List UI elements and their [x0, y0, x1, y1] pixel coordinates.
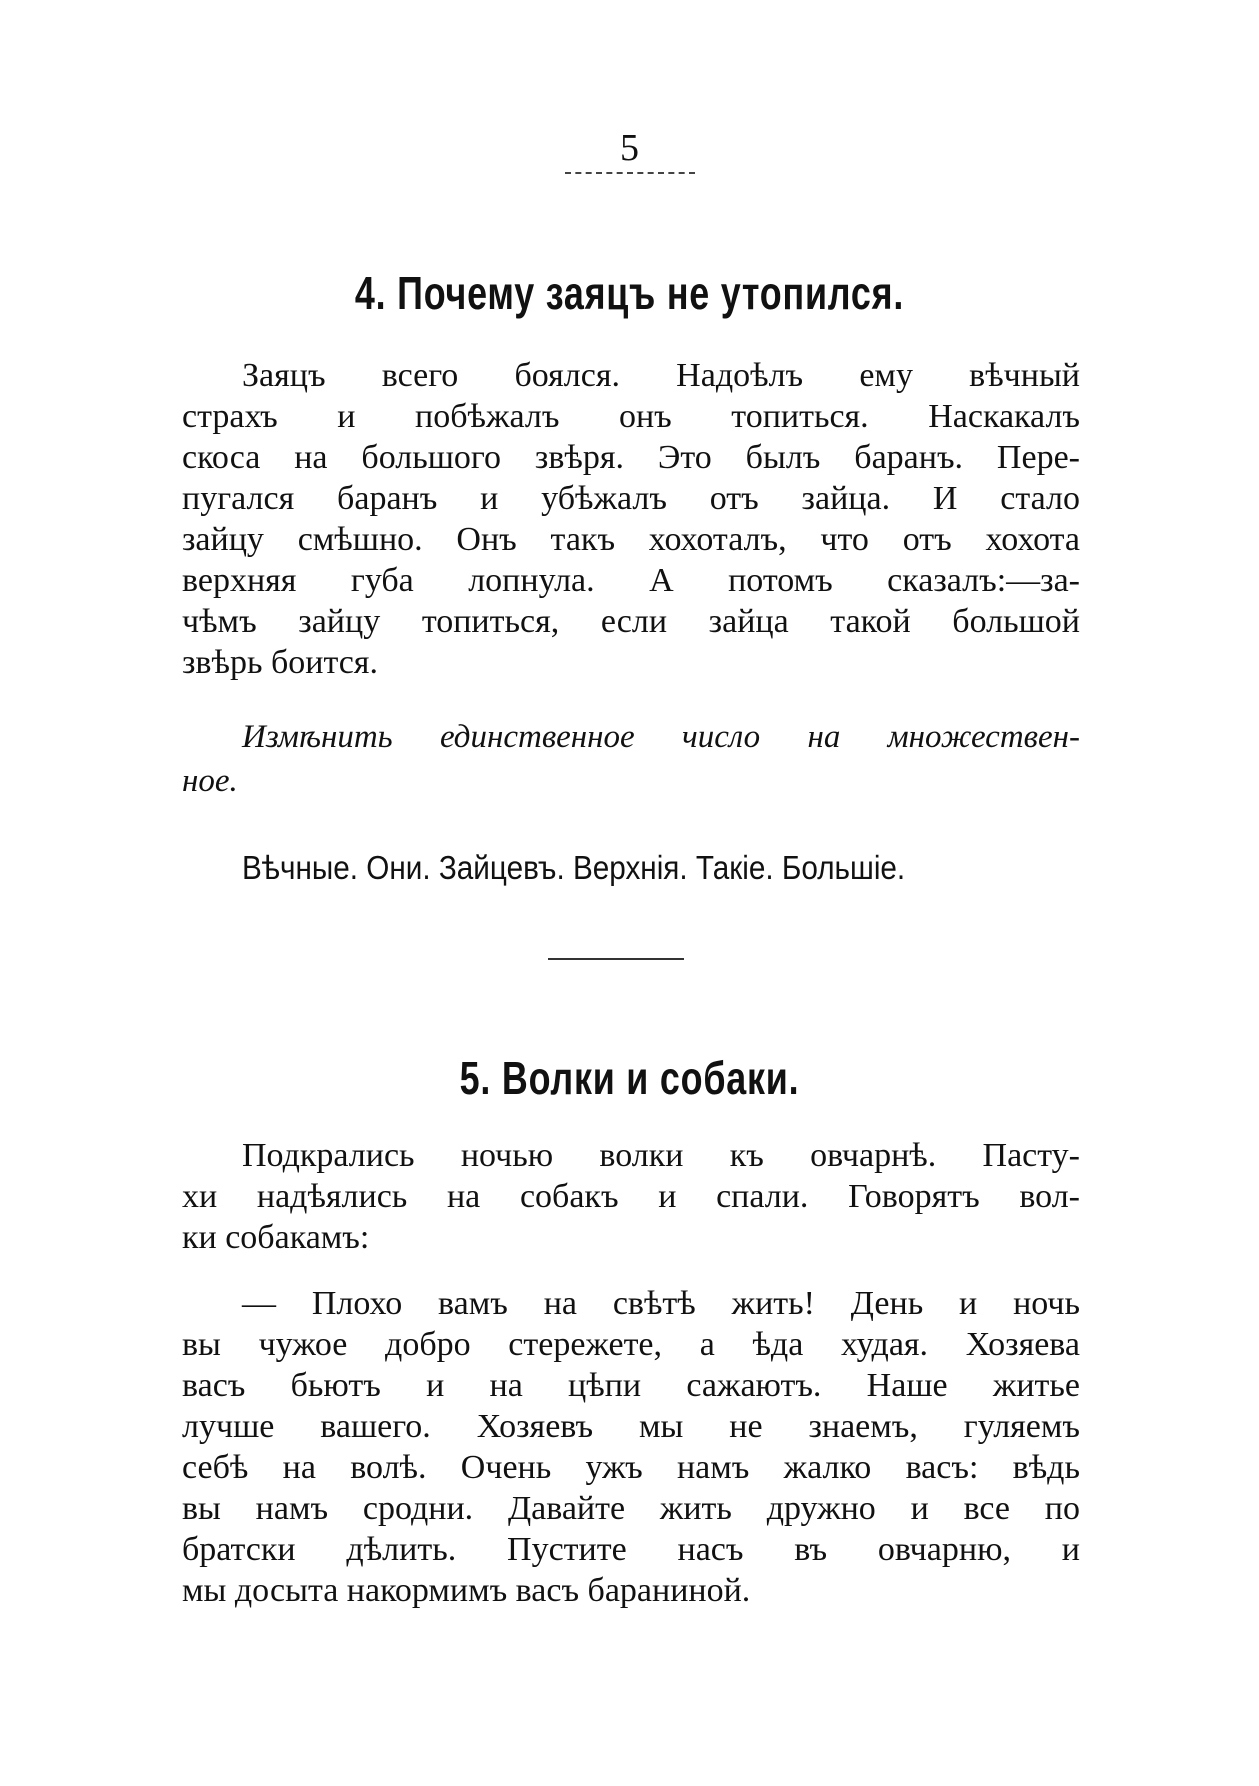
task-line: Измѣнить единственное число на множествен-	[242, 719, 1080, 755]
text-line: страхъ и побѣжалъ онъ топиться. Наскакалъ	[182, 398, 1080, 435]
text-line: зайцу смѣшно. Онъ такъ хохоталъ, что отъ хохота	[182, 521, 1080, 558]
text-line: пугался баранъ и убѣжалъ отъ зайца. И стало	[182, 480, 1080, 517]
text-line: братски дѣлить. Пустите насъ въ овчарню, и	[182, 1531, 1080, 1568]
text-line: мы досыта накормимъ васъ бараниной.	[182, 1572, 751, 1609]
text-line: чѣмъ зайцу топиться, если зайца такой большой	[182, 603, 1080, 640]
section-4-text	[182, 355, 1080, 683]
text-line: скоса на большого звѣря. Это былъ баранъ. Пере-	[182, 439, 1080, 476]
section-4-task	[182, 715, 1080, 803]
text-line: — Плохо вамъ на свѣтѣ жить! День и ночь	[242, 1285, 1080, 1322]
text-line: лучше вашего. Хозяевъ мы не знаемъ, гуляемъ	[182, 1408, 1080, 1445]
text-line: ки собакамъ:	[182, 1219, 370, 1256]
text-line: себѣ на волѣ. Очень ужъ намъ жалко васъ: вѣдь	[182, 1449, 1080, 1486]
text-line: васъ бьютъ и на цѣпи сажаютъ. Наше житье	[182, 1367, 1080, 1404]
text-line: верхняя губа лопнула. А потомъ сказалъ:—за-	[182, 562, 1080, 599]
section-5-paragraph-2	[182, 1283, 1080, 1611]
section-divider	[548, 958, 684, 960]
section-4-title: 4. Почему заяцъ не утопился.	[354, 267, 905, 319]
text-line: Подкрались ночью волки къ овчарнѣ. Пасту-	[242, 1137, 1080, 1174]
text-line: вы намъ сродни. Давайте жить дружно и все по	[182, 1490, 1080, 1527]
page-number: 5	[620, 127, 639, 169]
section-5-paragraph-1	[182, 1135, 1080, 1258]
text-line: звѣрь боится.	[182, 644, 378, 681]
text-line: Заяцъ всего боялся. Надоѣлъ ему вѣчный	[242, 357, 1080, 394]
section-5-title: 5. Волки и собаки.	[459, 1052, 800, 1104]
task-line: ное.	[182, 763, 238, 799]
text-line: вы чужое добро стережете, а ѣда худая. Хозяева	[182, 1326, 1080, 1363]
page-number-rule	[565, 172, 695, 176]
section-4-answers: Вѣчные. Они. Зайцевъ. Верхнія. Такіе. Большіе.	[242, 849, 906, 886]
text-line: хи надѣялись на собакъ и спали. Говорятъ вол-	[182, 1178, 1080, 1215]
